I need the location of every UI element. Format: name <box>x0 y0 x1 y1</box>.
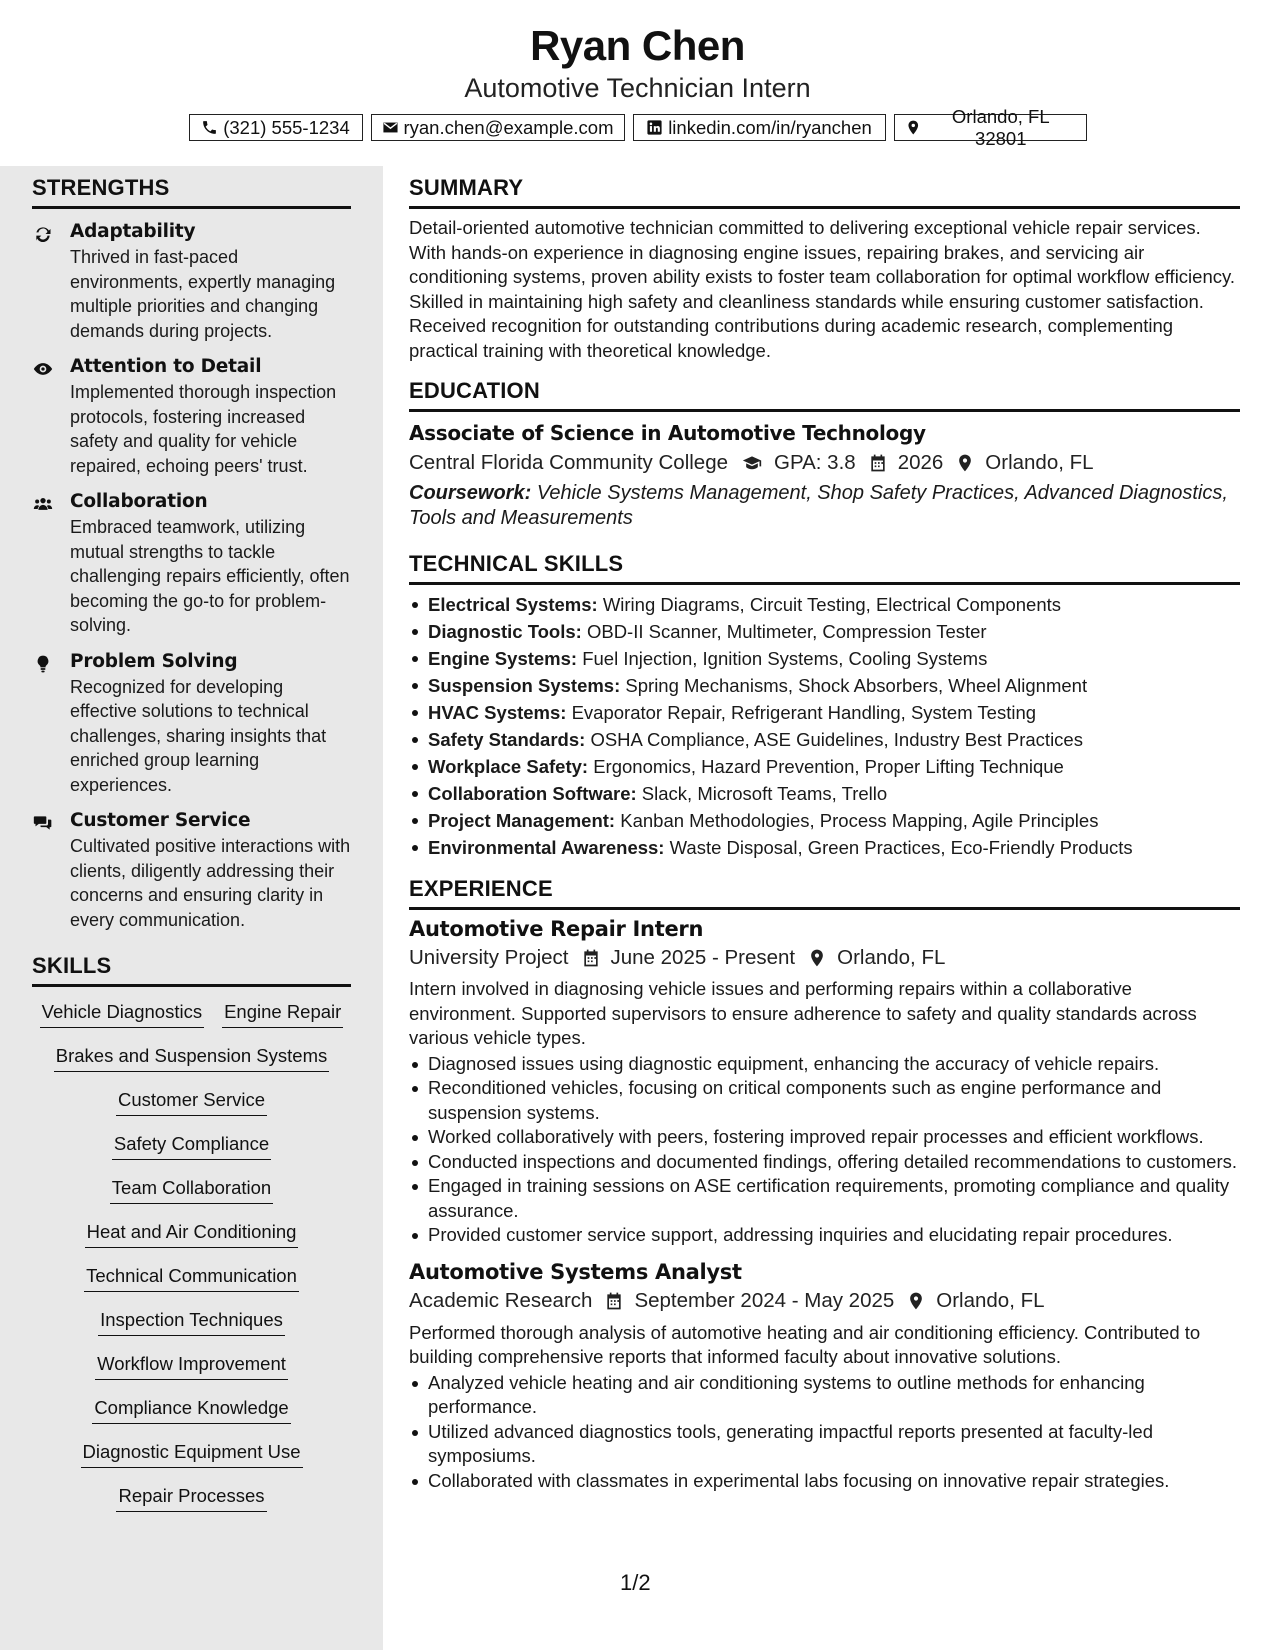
education-divider <box>409 409 1240 412</box>
skill-values: OBD-II Scanner, Multimeter, Compression Tester <box>586 621 987 642</box>
phone-text: (321) 555-1234 <box>223 116 350 138</box>
contact-linkedin[interactable] <box>633 114 886 141</box>
envelope-icon <box>382 119 399 136</box>
gpa-text: GPA: 3.8 <box>774 451 856 474</box>
skill-tag: Repair Processes <box>116 1485 266 1512</box>
job-description: Performed thorough analysis of automotive heating and air conditioning efficiency. Contributed to building comprehensive reports that informed faculty about innovative solutions. <box>409 1321 1201 1367</box>
skill-values: OSHA Compliance, ASE Guidelines, Industry Best Practices <box>590 729 1083 750</box>
contact-email[interactable] <box>371 114 625 141</box>
education-meta <box>409 451 1240 475</box>
coursework-list: Vehicle Systems Management, Shop Safety Practices, Advanced Diagnostics, Tools and Measurements <box>409 482 1228 529</box>
users-icon <box>32 494 54 514</box>
job-location: Orlando, FL <box>936 1288 1045 1312</box>
job-entry <box>409 917 1240 1248</box>
list-item <box>428 645 1240 672</box>
job-description: Intern involved in diagnosing vehicle issues and performing repairs within a collaborative environment. Supported supervisors to ensure adherence to safety and quality standards across various vehicle types. <box>409 978 1197 1048</box>
strength-desc: Implemented thorough inspection protocols, fostering increased safety and quality for vehicle repaired, echoing peers' trust. <box>70 382 337 476</box>
strength-title: Collaboration <box>70 491 208 512</box>
degree-title: Associate of Science in Automotive Technology <box>409 421 926 445</box>
skill-category: Electrical Systems: <box>428 594 598 615</box>
coursework-label: Coursework: <box>409 482 532 504</box>
map-pin-icon <box>906 1291 926 1311</box>
skill-category: HVAC Systems: <box>428 702 567 723</box>
strength-desc: Cultivated positive interactions with clients, diligently addressing their concerns and ensuring clarity in every communication. <box>70 836 351 930</box>
sync-icon <box>32 224 54 244</box>
skill-tag: Vehicle Diagnostics <box>40 1001 204 1028</box>
list-item <box>428 726 1240 753</box>
skill-tag: Team Collaboration <box>110 1177 273 1204</box>
skill-category: Engine Systems: <box>428 648 578 669</box>
skill-tag: Brakes and Suspension Systems <box>54 1045 329 1072</box>
resume-header <box>0 0 1275 166</box>
main-column <box>409 166 1240 1493</box>
job-location: Orlando, FL <box>837 946 946 969</box>
skill-category: Safety Standards: <box>428 729 586 750</box>
school-name: Central Florida Community College <box>409 451 729 474</box>
comments-icon <box>32 813 54 833</box>
candidate-name: Ryan Chen <box>530 22 745 69</box>
list-item <box>428 753 1240 780</box>
education-heading: EDUCATION <box>409 378 540 403</box>
strength-title: Attention to Detail <box>70 356 262 377</box>
job-bullets <box>409 1371 1240 1494</box>
calendar-icon <box>604 1291 624 1311</box>
skill-category: Collaboration Software: <box>428 783 637 804</box>
technical-skills-heading: TECHNICAL SKILLS <box>409 551 624 576</box>
skill-values: Waste Disposal, Green Practices, Eco-Friendly Products <box>669 837 1133 858</box>
contact-bar <box>0 105 1275 149</box>
experience-divider <box>409 907 1240 910</box>
strength-item <box>32 356 351 478</box>
skill-values: Ergonomics, Hazard Prevention, Proper Lifting Technique <box>593 756 1064 777</box>
list-item: Reconditioned vehicles, focusing on critical components such as engine performance and suspension systems. <box>428 1076 1240 1125</box>
job-meta <box>409 1289 1240 1313</box>
list-item <box>428 699 1240 726</box>
job-org: University Project <box>409 946 569 969</box>
job-meta <box>409 946 1240 970</box>
list-item: Provided customer service support, addressing inquiries and elucidating repair procedures. <box>428 1223 1240 1248</box>
job-dates: June 2025 - Present <box>610 946 796 969</box>
skill-values: Spring Mechanisms, Shock Absorbers, Wheel Alignment <box>625 675 1088 696</box>
map-pin-icon <box>807 948 827 968</box>
school-location: Orlando, FL <box>985 451 1094 474</box>
map-pin-icon <box>955 453 975 473</box>
strength-title: Problem Solving <box>70 650 238 672</box>
list-item: Analyzed vehicle heating and air conditioning systems to outline methods for enhancing performance. <box>428 1371 1240 1420</box>
skill-values: Slack, Microsoft Teams, Trello <box>641 783 888 804</box>
strengths-heading: STRENGTHS <box>32 175 170 200</box>
linkedin-icon <box>646 119 663 136</box>
strength-desc: Thrived in fast-paced environments, expertly managing multiple priorities and changing demands during projects. <box>70 247 336 341</box>
skill-values: Evaporator Repair, Refrigerant Handling, System Testing <box>571 702 1037 723</box>
skill-tag: Heat and Air Conditioning <box>85 1221 299 1248</box>
skill-tag: Engine Repair <box>222 1001 343 1028</box>
skill-tag: Customer Service <box>116 1089 267 1116</box>
list-item: Worked collaboratively with peers, fostering improved repair processes and efficient workflows. <box>428 1125 1240 1150</box>
coursework <box>409 481 1240 531</box>
contact-phone[interactable] <box>189 114 363 141</box>
technical-skills-list <box>409 591 1240 861</box>
calendar-icon <box>581 948 601 968</box>
skill-tag: Compliance Knowledge <box>92 1397 290 1424</box>
list-item <box>428 834 1240 861</box>
lightbulb-icon <box>32 654 54 674</box>
experience-heading: EXPERIENCE <box>409 876 553 901</box>
strength-item <box>32 810 351 932</box>
linkedin-text: linkedin.com/in/ryanchen <box>668 116 872 138</box>
candidate-role: Automotive Technician Intern <box>464 73 811 103</box>
strength-item <box>32 491 351 638</box>
skill-category: Diagnostic Tools: <box>428 621 582 642</box>
sidebar <box>0 166 383 1650</box>
job-org: Academic Research <box>409 1288 593 1312</box>
job-entry <box>409 1260 1240 1494</box>
strength-item <box>32 221 351 343</box>
skill-category: Environmental Awareness: <box>428 837 665 858</box>
summary-heading: SUMMARY <box>409 175 524 200</box>
strength-desc: Recognized for developing effective solutions to technical challenges, sharing insights that enriched group learning experiences. <box>70 676 327 795</box>
skill-tag: Workflow Improvement <box>95 1353 288 1380</box>
skill-category: Workplace Safety: <box>428 756 589 777</box>
strength-title: Customer Service <box>70 810 251 831</box>
list-item: Diagnosed issues using diagnostic equipment, enhancing the accuracy of vehicle repairs. <box>428 1052 1240 1077</box>
skills-list <box>32 1001 351 1512</box>
list-item <box>428 618 1240 645</box>
skill-tag: Inspection Techniques <box>98 1309 285 1336</box>
list-item <box>428 780 1240 807</box>
eye-icon <box>32 359 54 379</box>
job-bullets <box>409 1052 1240 1248</box>
strength-item <box>32 651 351 798</box>
summary-divider <box>409 206 1240 209</box>
list-item: Conducted inspections and documented findings, offering detailed recommendations to customers. <box>428 1150 1240 1175</box>
email-text: ryan.chen@example.com <box>403 116 614 138</box>
skill-category: Suspension Systems: <box>428 675 621 696</box>
skill-tag: Technical Communication <box>84 1265 299 1292</box>
phone-icon <box>201 119 218 136</box>
skill-values: Fuel Injection, Ignition Systems, Cooling Systems <box>582 648 988 669</box>
skill-values: Kanban Methodologies, Process Mapping, Agile Principles <box>620 810 1099 831</box>
skill-tag: Diagnostic Equipment Use <box>81 1441 303 1468</box>
skill-tag: Safety Compliance <box>112 1133 271 1160</box>
summary-text: Detail-oriented automotive technician committed to delivering exceptional vehicle repair services. With hands-on experience in diagnosing engine issues, repairing brakes, and servicing air conditioning systems, proven ability exists to foster team collaboration for optimal workflow efficiency. Skilled in maintaining high safety and cleanliness standards while ensuring customer satisfaction. Received recognition for outstanding contributions during academic research, complementing practical training with theoretical knowledge. <box>409 217 1236 361</box>
strength-desc: Embraced teamwork, utilizing mutual strengths to tackle challenging repairs efficiently, often becoming the go-to for problem-solving. <box>70 517 350 635</box>
skill-values: Wiring Diagrams, Circuit Testing, Electrical Components <box>602 594 1062 615</box>
graduation-cap-icon <box>740 453 764 473</box>
job-dates: September 2024 - May 2025 <box>634 1288 895 1312</box>
skill-category: Project Management: <box>428 810 616 831</box>
strengths-divider <box>32 206 351 209</box>
list-item <box>428 672 1240 699</box>
job-title: Automotive Repair Intern <box>409 917 704 941</box>
contact-location <box>894 105 1087 149</box>
skills-heading: SKILLS <box>32 953 112 978</box>
technical-skills-divider <box>409 582 1240 585</box>
map-pin-icon <box>905 119 922 136</box>
list-item: Collaborated with classmates in experimental labs focusing on innovative repair strategies. <box>428 1469 1240 1494</box>
location-text: Orlando, FL 32801 <box>951 105 1050 149</box>
skills-divider <box>32 984 351 987</box>
list-item: Engaged in training sessions on ASE certification requirements, promoting compliance and quality assurance. <box>428 1174 1240 1223</box>
page-number: 1/2 <box>620 1570 651 1595</box>
list-item <box>428 591 1240 618</box>
list-item <box>428 807 1240 834</box>
graduation-year: 2026 <box>897 451 944 474</box>
strength-title: Adaptability <box>70 221 196 242</box>
list-item: Utilized advanced diagnostics tools, generating impactful reports presented at faculty-led symposiums. <box>428 1420 1240 1469</box>
job-title: Automotive Systems Analyst <box>409 1259 742 1284</box>
calendar-icon <box>868 453 888 473</box>
